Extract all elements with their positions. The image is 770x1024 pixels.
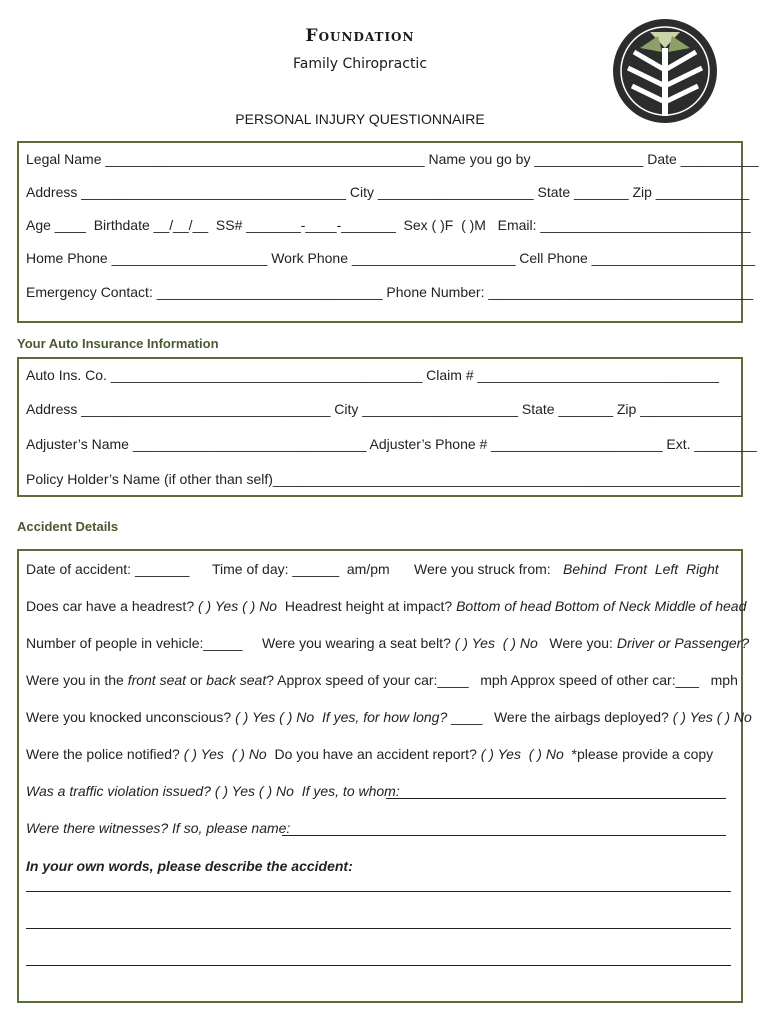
phone-line[interactable]: Home Phone ____________________ Work Phone _____________________ Cell Phone _____________________ <box>26 250 756 266</box>
brand-title: Foundation <box>305 26 415 46</box>
traffic-violation-label: Was a traffic violation issued? ( ) Yes ( ) No If yes, to whom: <box>26 783 404 799</box>
seatbelt-question <box>262 634 749 652</box>
headrest-label: Does car have a headrest? <box>26 598 195 614</box>
seatbelt-options[interactable]: ( ) Yes ( ) No <box>454 635 538 651</box>
age-birthdate-line[interactable]: Age ____ Birthdate __/__/__ SS# _______-____-_______ Sex ( )F ( )M Email: ___________________________ <box>26 217 751 233</box>
unconscious-options[interactable]: ( ) Yes ( ) No If yes, for how long? <box>235 709 448 725</box>
tree-of-life-logo-icon <box>612 18 718 124</box>
describe-accident-label: In your own words, please describe the accident: <box>26 858 353 874</box>
police-options[interactable]: ( ) Yes ( ) No <box>183 746 267 762</box>
legal-name-line[interactable]: Legal Name _________________________________________ Name you go by ______________ Date __________ <box>26 151 759 167</box>
struck-from-options[interactable]: Behind Front Left Right <box>563 561 719 577</box>
auto-ins-line[interactable]: Auto Ins. Co. ________________________________________ Claim # _______________________________ <box>26 367 719 383</box>
front-seat-option[interactable]: front seat <box>127 672 187 688</box>
airbags-options[interactable]: ( ) Yes ( ) No <box>672 709 752 725</box>
driver-passenger-label: Were you: <box>537 635 617 651</box>
seatbelt-label: Were you wearing a seat belt? <box>262 635 455 651</box>
accident-box <box>17 549 743 1003</box>
speed-fields[interactable]: ? Approx speed of your car:____ mph Approx speed of other car:___ mph <box>266 672 738 688</box>
driver-passenger-options[interactable]: Driver or Passenger? <box>616 635 750 651</box>
police-label: Were the police notified? <box>26 746 184 762</box>
people-in-vehicle-field[interactable]: Number of people in vehicle:_____ <box>26 635 243 651</box>
struck-from-label: Were you struck from: <box>414 561 551 577</box>
headrest-height-options[interactable]: Bottom of head Bottom of Neck Middle of head <box>456 598 747 614</box>
date-of-accident-field[interactable]: Date of accident: _______ <box>26 561 190 577</box>
emergency-contact-line[interactable]: Emergency Contact: _____________________________ Phone Number: __________________________________ <box>26 284 754 300</box>
police-question <box>26 745 713 763</box>
witnesses-field[interactable] <box>282 835 726 836</box>
insurance-section-label: Your Auto Insurance Information <box>17 336 219 351</box>
seat-label-or: or <box>186 672 207 688</box>
traffic-violation-field[interactable] <box>386 798 726 799</box>
unconscious-question <box>26 708 752 726</box>
time-of-day-field[interactable]: Time of day: ______ am/pm <box>212 561 390 577</box>
accident-section-label: Accident Details <box>17 519 119 534</box>
headrest-question <box>26 597 746 615</box>
address-line[interactable]: Address __________________________________ City ____________________ State _______ Zip ____________ <box>26 184 750 200</box>
adjuster-line[interactable]: Adjuster’s Name ______________________________ Adjuster’s Phone # ______________________ Ext. ________ <box>26 436 757 452</box>
brand-subtitle: Family Chiropractic <box>292 56 428 72</box>
policy-holder-line[interactable]: Policy Holder’s Name (if other than self)____________________________________________________________ <box>26 471 741 487</box>
unconscious-label: Were you knocked unconscious? <box>26 709 236 725</box>
accident-report-options[interactable]: ( ) Yes ( ) No <box>480 746 564 762</box>
describe-line-3[interactable] <box>26 965 731 966</box>
accident-report-label: Do you have an accident report? <box>266 746 481 762</box>
headrest-height-label: Headrest height at impact? <box>277 598 457 614</box>
headrest-options[interactable]: ( ) Yes ( ) No <box>194 598 278 614</box>
seat-speed-question <box>26 671 738 689</box>
witnesses-label: Were there witnesses? If so, please name: <box>26 820 295 836</box>
provide-copy-note: *please provide a copy <box>563 746 714 762</box>
describe-line-1[interactable] <box>26 891 731 892</box>
ins-address-line[interactable]: Address ________________________________ City ____________________ State _______ Zip _____________ <box>26 401 742 417</box>
seat-label-1: Were you in the <box>26 672 128 688</box>
describe-line-2[interactable] <box>26 928 731 929</box>
back-seat-option[interactable]: back seat <box>206 672 267 688</box>
form-title: PERSONAL INJURY QUESTIONNAIRE <box>235 111 485 127</box>
airbags-label: ____ Were the airbags deployed? <box>447 709 673 725</box>
